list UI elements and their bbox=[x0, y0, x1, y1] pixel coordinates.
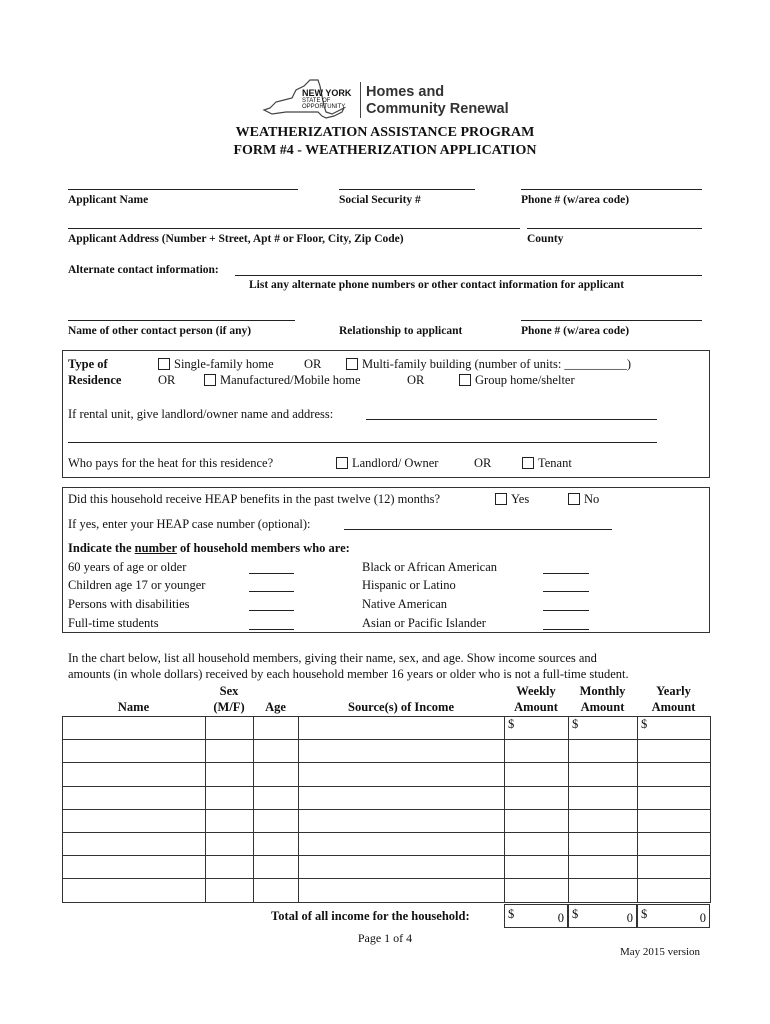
col-header-sex-2: (M/F) bbox=[213, 700, 245, 714]
cell-yearly[interactable] bbox=[638, 856, 711, 879]
cell-weekly[interactable] bbox=[505, 809, 569, 832]
tenant-label: Tenant bbox=[538, 456, 572, 470]
heap-no-label: No bbox=[584, 492, 600, 506]
cell-sex[interactable] bbox=[206, 717, 254, 740]
cell-source[interactable] bbox=[299, 763, 505, 786]
manufactured-label: Manufactured/Mobile home bbox=[220, 373, 361, 387]
cell-monthly[interactable] bbox=[569, 832, 638, 855]
cell-age[interactable] bbox=[254, 740, 299, 763]
indicate-heading-post: of household members who are: bbox=[176, 541, 350, 555]
count-label-disabilities: Persons with disabilities bbox=[68, 597, 190, 611]
logo-ny-line3: OPPORTUNITY. bbox=[302, 104, 347, 110]
cell-monthly[interactable] bbox=[569, 717, 638, 740]
currency-symbol: $ bbox=[508, 717, 515, 731]
col-header-weekly-2: Amount bbox=[514, 700, 558, 714]
cell-age[interactable] bbox=[254, 717, 299, 740]
count-field-asian[interactable] bbox=[543, 629, 589, 630]
cell-sex[interactable] bbox=[206, 879, 254, 902]
cell-sex[interactable] bbox=[206, 740, 254, 763]
multi-family-checkbox[interactable] bbox=[346, 358, 358, 370]
cell-name[interactable] bbox=[63, 856, 206, 879]
cell-sex[interactable] bbox=[206, 856, 254, 879]
rental-label: If rental unit, give landlord/owner name and address: bbox=[68, 407, 334, 421]
cell-weekly[interactable] bbox=[505, 832, 569, 855]
applicant-name-label: Applicant Name bbox=[68, 194, 149, 206]
cell-weekly[interactable] bbox=[505, 763, 569, 786]
indicate-heading-number: number bbox=[134, 541, 177, 555]
table-row bbox=[63, 832, 711, 855]
cell-name[interactable] bbox=[63, 763, 206, 786]
county-field[interactable] bbox=[527, 228, 702, 229]
single-family-label: Single-family home bbox=[174, 357, 274, 371]
table-row bbox=[63, 856, 711, 879]
count-field-native[interactable] bbox=[543, 610, 589, 611]
cell-name[interactable] bbox=[63, 717, 206, 740]
heap-case-label: If yes, enter your HEAP case number (optional): bbox=[68, 517, 311, 531]
group-home-checkbox[interactable] bbox=[459, 374, 471, 386]
cell-sex[interactable] bbox=[206, 809, 254, 832]
form-title-program: WEATHERIZATION ASSISTANCE PROGRAM bbox=[235, 125, 535, 140]
other-phone-field[interactable] bbox=[521, 320, 702, 321]
other-person-field[interactable] bbox=[68, 320, 295, 321]
col-header-yearly-2: Amount bbox=[651, 700, 696, 714]
cell-source[interactable] bbox=[299, 740, 505, 763]
cell-sex[interactable] bbox=[206, 832, 254, 855]
or-label: OR bbox=[407, 373, 425, 387]
total-weekly-cell[interactable] bbox=[504, 904, 568, 928]
count-label-asian: Asian or Pacific Islander bbox=[362, 616, 486, 630]
landlord-info-field-1[interactable] bbox=[366, 419, 657, 420]
cell-monthly[interactable] bbox=[569, 856, 638, 879]
residence-type-label-2: Residence bbox=[68, 373, 122, 387]
alt-contact-label: Alternate contact information: bbox=[68, 264, 219, 276]
cell-name[interactable] bbox=[63, 832, 206, 855]
total-weekly-currency: $ bbox=[508, 907, 515, 921]
other-person-label: Name of other contact person (if any) bbox=[68, 325, 252, 337]
col-header-yearly-1: Yearly bbox=[656, 684, 691, 698]
logo-divider bbox=[360, 82, 361, 118]
tenant-checkbox[interactable] bbox=[522, 457, 534, 469]
cell-monthly[interactable] bbox=[569, 786, 638, 809]
currency-symbol: $ bbox=[641, 717, 648, 731]
logo-ny-line1: NEW YORK bbox=[302, 88, 352, 98]
logo-agency-line2: Community Renewal bbox=[366, 101, 509, 117]
table-row bbox=[63, 879, 711, 902]
count-field-disabilities[interactable] bbox=[249, 610, 294, 611]
heap-no-option[interactable] bbox=[568, 492, 599, 507]
cell-name[interactable] bbox=[63, 740, 206, 763]
cell-age[interactable] bbox=[254, 879, 299, 902]
single-family-option[interactable] bbox=[158, 357, 274, 372]
cell-sex[interactable] bbox=[206, 763, 254, 786]
form-title-form: FORM #4 - WEATHERIZATION APPLICATION bbox=[233, 143, 537, 158]
cell-source[interactable] bbox=[299, 879, 505, 902]
landlord-owner-label: Landlord/ Owner bbox=[352, 456, 439, 470]
applicant-name-field[interactable] bbox=[68, 189, 298, 190]
total-monthly-currency: $ bbox=[572, 907, 579, 921]
heap-question: Did this household receive HEAP benefits in the past twelve (12) months? bbox=[68, 492, 441, 506]
total-weekly-value: 0 bbox=[557, 911, 564, 925]
cell-weekly[interactable] bbox=[505, 740, 569, 763]
income-instructions-2: amounts (in whole dollars) received by each household member 16 years or older who is not a full-time student. bbox=[68, 667, 629, 681]
cell-monthly[interactable] bbox=[569, 879, 638, 902]
heap-yes-checkbox[interactable] bbox=[495, 493, 507, 505]
count-field-children[interactable] bbox=[249, 591, 294, 592]
col-header-monthly-1: Monthly bbox=[579, 684, 626, 698]
table-row bbox=[63, 740, 711, 763]
col-header-monthly-2: Amount bbox=[580, 700, 625, 714]
cell-age[interactable] bbox=[254, 809, 299, 832]
cell-yearly[interactable] bbox=[638, 740, 711, 763]
cell-weekly[interactable] bbox=[505, 717, 569, 740]
other-phone-label: Phone # (w/area code) bbox=[521, 325, 630, 337]
total-yearly-cell[interactable] bbox=[637, 904, 710, 928]
residence-type-label-1: Type of bbox=[68, 357, 108, 371]
table-row bbox=[63, 717, 711, 740]
cell-yearly[interactable] bbox=[638, 879, 711, 902]
alt-contact-hint: List any alternate phone numbers or other contact information for applicant bbox=[249, 279, 625, 291]
page-number: Page 1 of 4 bbox=[357, 931, 413, 945]
heap-case-field[interactable] bbox=[344, 529, 612, 530]
count-label-students: Full-time students bbox=[68, 616, 159, 630]
income-table bbox=[62, 716, 711, 903]
count-label-hispanic: Hispanic or Latino bbox=[362, 578, 456, 592]
group-home-option[interactable] bbox=[459, 373, 575, 388]
count-label-native: Native American bbox=[362, 597, 448, 611]
form-version: May 2015 version bbox=[620, 946, 701, 958]
group-home-label: Group home/shelter bbox=[475, 373, 575, 387]
total-yearly-currency: $ bbox=[641, 907, 648, 921]
logo-ny-line2: STATE OF bbox=[302, 98, 331, 104]
phone-label: Phone # (w/area code) bbox=[521, 194, 630, 206]
col-header-source: Source(s) of Income bbox=[348, 700, 454, 714]
cell-yearly[interactable] bbox=[638, 717, 711, 740]
heat-payer-label: Who pays for the heat for this residence? bbox=[68, 456, 274, 470]
cell-age[interactable] bbox=[254, 786, 299, 809]
table-row bbox=[63, 809, 711, 832]
multi-family-option[interactable] bbox=[346, 357, 631, 372]
cell-monthly[interactable] bbox=[569, 740, 638, 763]
cell-name[interactable] bbox=[63, 879, 206, 902]
relationship-label: Relationship to applicant bbox=[339, 325, 463, 337]
table-row bbox=[63, 763, 711, 786]
cell-name[interactable] bbox=[63, 809, 206, 832]
heap-no-checkbox[interactable] bbox=[568, 493, 580, 505]
cell-age[interactable] bbox=[254, 856, 299, 879]
ssn-label: Social Security # bbox=[339, 194, 421, 206]
cell-yearly[interactable] bbox=[638, 786, 711, 809]
or-label: OR bbox=[304, 357, 322, 371]
landlord-owner-checkbox[interactable] bbox=[336, 457, 348, 469]
logo-agency-line1: Homes and bbox=[366, 84, 445, 100]
applicant-address-label: Applicant Address (Number + Street, Apt # or Floor, City, Zip Code) bbox=[68, 233, 404, 245]
total-income-label: Total of all income for the household: bbox=[271, 909, 470, 923]
col-header-age: Age bbox=[265, 700, 286, 714]
count-label-children: Children age 17 or younger bbox=[68, 578, 206, 592]
applicant-address-field[interactable] bbox=[68, 228, 520, 229]
county-label: County bbox=[527, 233, 564, 245]
cell-weekly[interactable] bbox=[505, 879, 569, 902]
cell-yearly[interactable] bbox=[638, 809, 711, 832]
count-field-hispanic[interactable] bbox=[543, 591, 589, 592]
manufactured-checkbox[interactable] bbox=[204, 374, 216, 386]
income-instructions-1: In the chart below, list all household members, giving their name, sex, and age. Show income sources and bbox=[68, 651, 597, 665]
cell-source[interactable] bbox=[299, 856, 505, 879]
count-field-students[interactable] bbox=[249, 629, 294, 630]
cell-weekly[interactable] bbox=[505, 856, 569, 879]
total-yearly-value: 0 bbox=[699, 911, 706, 925]
count-field-seniors[interactable] bbox=[249, 573, 294, 574]
count-label-black: Black or African American bbox=[362, 560, 498, 574]
cell-source[interactable] bbox=[299, 832, 505, 855]
cell-monthly[interactable] bbox=[569, 763, 638, 786]
count-label-seniors: 60 years of age or older bbox=[68, 560, 187, 574]
col-header-name: Name bbox=[117, 700, 150, 714]
or-label: OR bbox=[474, 456, 492, 470]
or-label: OR bbox=[158, 373, 176, 387]
cell-yearly[interactable] bbox=[638, 832, 711, 855]
total-monthly-value: 0 bbox=[626, 911, 633, 925]
currency-symbol: $ bbox=[572, 717, 579, 731]
phone-field[interactable] bbox=[521, 189, 702, 190]
cell-yearly[interactable] bbox=[638, 763, 711, 786]
cell-age[interactable] bbox=[254, 763, 299, 786]
count-field-black[interactable] bbox=[543, 573, 589, 574]
indicate-heading bbox=[68, 541, 350, 556]
landlord-info-field-2[interactable] bbox=[68, 442, 657, 443]
table-row bbox=[63, 786, 711, 809]
cell-source[interactable] bbox=[299, 717, 505, 740]
landlord-owner-option[interactable] bbox=[336, 456, 438, 471]
agency-logo bbox=[262, 78, 512, 122]
tenant-option[interactable] bbox=[522, 456, 572, 471]
cell-weekly[interactable] bbox=[505, 786, 569, 809]
single-family-checkbox[interactable] bbox=[158, 358, 170, 370]
total-monthly-cell[interactable] bbox=[568, 904, 637, 928]
heap-yes-label: Yes bbox=[511, 492, 530, 506]
multi-family-label: Multi-family building (number of units: __________) bbox=[362, 357, 632, 371]
heap-yes-option[interactable] bbox=[495, 492, 529, 507]
cell-monthly[interactable] bbox=[569, 809, 638, 832]
cell-source[interactable] bbox=[299, 786, 505, 809]
cell-age[interactable] bbox=[254, 832, 299, 855]
col-header-weekly-1: Weekly bbox=[516, 684, 556, 698]
indicate-heading-pre: Indicate the bbox=[68, 541, 135, 555]
cell-name[interactable] bbox=[63, 786, 206, 809]
cell-sex[interactable] bbox=[206, 786, 254, 809]
alt-contact-field[interactable] bbox=[235, 275, 702, 276]
ssn-field[interactable] bbox=[339, 189, 475, 190]
cell-source[interactable] bbox=[299, 809, 505, 832]
col-header-sex-1: Sex bbox=[219, 684, 239, 698]
manufactured-option[interactable] bbox=[204, 373, 361, 388]
